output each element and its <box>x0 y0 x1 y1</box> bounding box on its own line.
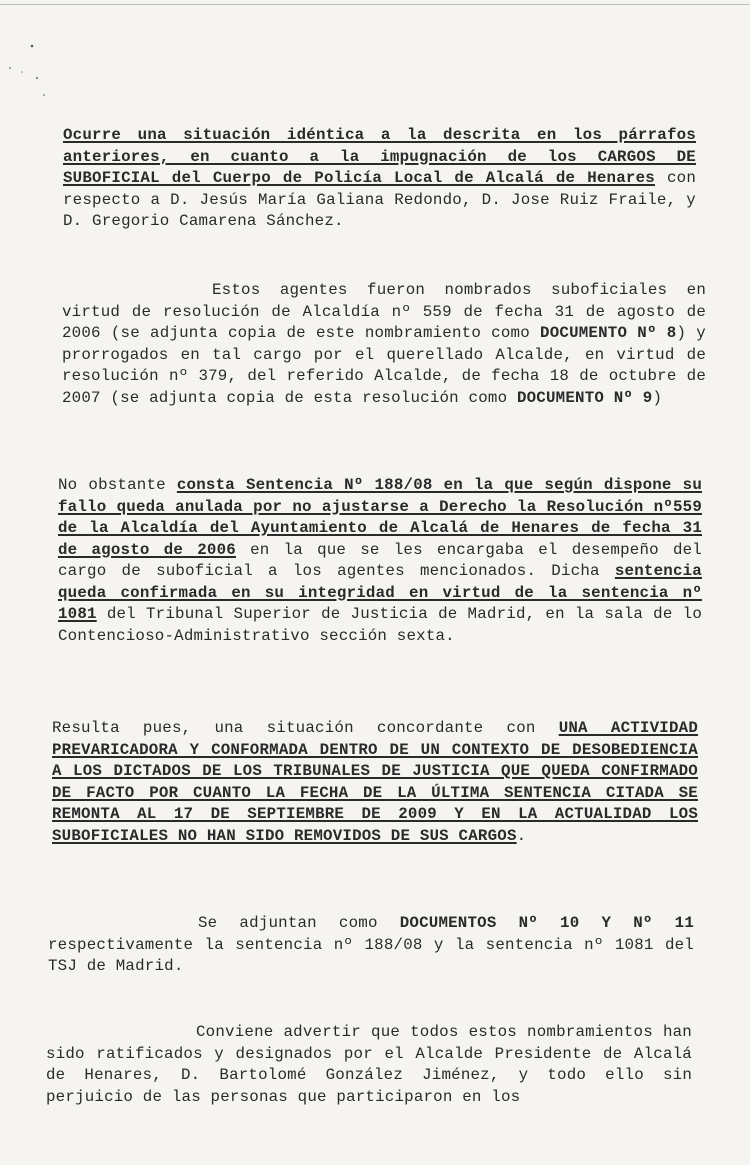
paragraph-5-text-2: respectivamente la sentencia nº 188/08 y la sentencia nº 1081 del TSJ de Madrid. <box>48 935 694 975</box>
paragraph-2-text-2: ) y prorrogados en tal cargo por el querellado Alcalde, en virtud de resolución nº 379, del referido Alcalde, de fecha 18 de octubre de 2007 (se adjunta copia de esta resolución como <box>62 324 706 407</box>
paragraph-1-emphasis: Ocurre una situación idéntica a la descrita en los párrafos anteriores, en cuanto a la impugnación de los CARGOS DE SUBOFICIAL del Cuerpo de Policía Local de Alcalá de Henares <box>63 126 696 187</box>
paragraph-3-text-3: del Tribunal Superior de Justicia de Madrid, en la sala de lo Contencioso-Administrativo sección sexta. <box>58 605 702 645</box>
paragraph-3-emphasis-2: sentencia queda confirmada en su integridad en virtud de la sentencia nº 1081 <box>58 562 702 623</box>
paragraph-2-text-3: ) <box>652 388 663 407</box>
paragraph-3-text-1: No obstante <box>58 476 177 494</box>
document-9-ref: DOCUMENTO Nº 9 <box>516 388 653 407</box>
documents-10-11-ref: DOCUMENTOS Nº 10 Y Nº 11 <box>399 914 694 932</box>
document-8-ref: DOCUMENTO Nº 8 <box>540 324 677 342</box>
paragraph-4 <box>52 718 698 847</box>
paragraph-3 <box>58 475 702 647</box>
paragraph-2 <box>62 280 706 409</box>
page-top-edge <box>0 4 750 5</box>
paragraph-6 <box>46 1022 692 1108</box>
paragraph-1 <box>63 125 696 233</box>
paragraph-1-text: con respecto a D. Jesús María Galiana Redondo, D. Jose Ruiz Fraile, y D. Gregorio Camarena Sánchez. <box>63 169 697 230</box>
paragraph-5 <box>48 913 694 978</box>
paragraph-6-text: Conviene advertir que todos estos nombramientos han sido ratificados y designados por el Alcalde Presidente de Alcalá de Henares, D. Bartolomé González Jiménez, y todo ello sin perjuicio de las personas que participaron en los <box>46 1023 692 1106</box>
paragraph-3-emphasis-1: consta Sentencia Nº 188/08 en la que según dispone su fallo queda anulada por no ajustarse a Derecho la Resolución nº559 de la Alcaldía del Ayuntamiento de Alcalá de Henares de fecha 31 de agosto de 2006 <box>58 476 703 559</box>
paragraph-4-text-2: . <box>516 826 527 845</box>
paragraph-4-text-1: Resulta pues, una situación concordante con <box>52 719 559 737</box>
scan-specks <box>0 0 60 110</box>
paragraph-4-emphasis: UNA ACTIVIDAD PREVARICADORA Y CONFORMADA DENTRO DE UN CONTEXTO DE DESOBEDIENCIA A LOS DICTADOS DE LOS TRIBUNALES DE JUSTICIA QUE QUEDA CONFIRMADO DE FACTO POR CUANTO LA FECHA DE LA ÚLTIMA SENTENCIA CITADA SE REMONTA AL 17 DE SEPTIEMBRE DE 2009 Y EN LA ACTUALIDAD LOS SUBOFICIALES NO HAN SIDO REMOVIDOS DE SUS CARGOS <box>52 719 699 845</box>
paragraph-5-text-1: Se adjuntan como <box>198 914 400 932</box>
paragraph-3-text-2: en la que se les encargaba el desempeño del cargo de suboficial a los agentes mencionados. Dicha <box>58 540 702 580</box>
paragraph-2-text-1: Estos agentes fueron nombrados suboficiales en virtud de resolución de Alcaldía nº 559 de fecha 31 de agosto de 2006 (se adjunta copia de este nombramiento como <box>62 281 706 342</box>
